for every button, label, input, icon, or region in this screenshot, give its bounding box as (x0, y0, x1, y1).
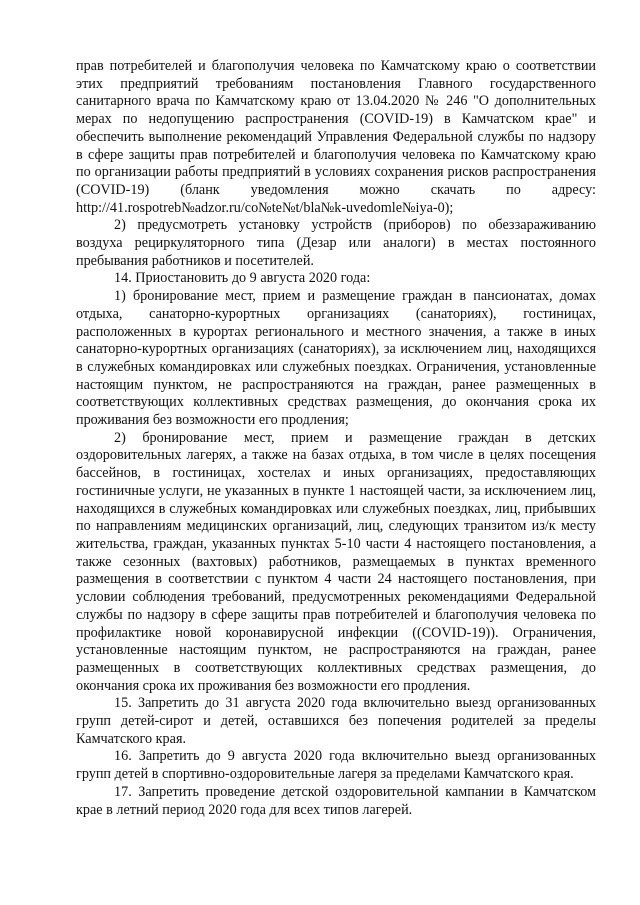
paragraph-14-item-1: 1) бронирование мест, прием и размещение граждан в пансионатах, домах отдыха, санаторно-курортных организациях (санаториях), гостиницах, расположенных в курортах регионального и местного значения, а также в иных санаторно-курортных организациях (санаториях), за исключением лиц, находящихся в служебных командировках или служебных поездках. Ограничения, установленные настоящим пунктом, не распространяются на граждан, ранее размещенных в соответствующих коллективных средствах размещения, до окончания срока их проживания без возможности его продления; (76, 288, 596, 429)
paragraph-13-continuation: прав потребителей и благополучия человека по Камчатскому краю о соответствии этих предприятий требованиям постановления Главного государственного санитарного врача по Камчатскому краю от 13.04.2020 № 246 "О дополнительных мерах по недопущению распространения (COVID-19) в Камчатском крае" и обеспечить выполнение рекомендаций Управления Федеральной службы по надзору в сфере защиты прав потребителей и благополучия человека по Камчатскому краю по организации работы предприятий в условиях сохранения рисков распространения (COVID-19) (бланк уведомления можно скачать по адресу: http://41.rospotreb№adzor.ru/co№te№t/bla№k-uvedomle№iya-0); (76, 58, 596, 216)
paragraph-14-item-2: 2) бронирование мест, прием и размещение граждан в детских оздоровительных лагерях, а также на базах отдыха, в том числе в целях посещения бассейнов, в гостиницах, хостелах и иных организациях, предоставляющих гостиничные услуги, не указанных в пункте 1 настоящей части, за исключением лиц, находящихся в служебных командировках или служебных поездках, лиц, прибывших по направлениям медицинских организаций, лиц, следующих транзитом из/к месту жительства, граждан, указанных пунктах 5-10 части 4 настоящего постановления, а также сезонных (вахтовых) работников, размещаемых в пунктах временного размещения в соответствии с пунктом 4 части 24 настоящего постановления, при условии соблюдения требований, предусмотренных рекомендациями Федеральной службы по надзору в сфере защиты прав потребителей и благополучия человека по профилактике новой коронавирусной инфекции ((COVID-19)). Ограничения, установленные настоящим пунктом, не распространяются на граждан, ранее размещенных в соответствующих коллективных средствах размещения, до окончания срока их проживания без возможности его продления. (76, 429, 596, 694)
paragraph-13-item-2: 2) предусмотреть установку устройств (приборов) по обеззараживанию воздуха рециркуляторного типа (Дезар или аналоги) в местах постоянного пребывания работников и посетителей. (76, 217, 596, 269)
paragraph-16: 16. Запретить до 9 августа 2020 года включительно выезд организованных групп детей в спортивно-оздоровительные лагеря за пределами Камчатского края. (76, 748, 596, 783)
paragraph-14-heading: 14. Приостановить до 9 августа 2020 года: (114, 270, 371, 287)
document-page (76, 58, 596, 819)
paragraph-17: 17. Запретить проведение детской оздоровительной кампании в Камчатском крае в летний период 2020 года для всех типов лагерей. (76, 783, 596, 818)
paragraph-15: 15. Запретить до 31 августа 2020 года включительно выезд организованных групп детей-сирот и детей, оставшихся без попечения родителей за пределы Камчатского края. (76, 695, 596, 747)
